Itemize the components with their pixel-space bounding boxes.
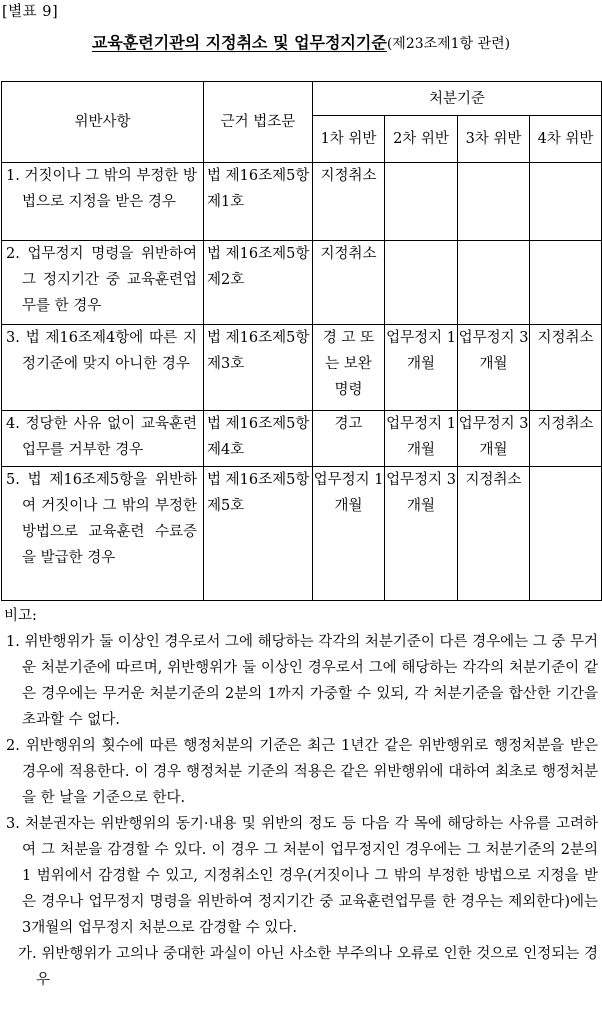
table-row xyxy=(2,467,602,601)
row-first: 경 고 또 는 보완명령 xyxy=(313,325,385,411)
remarks xyxy=(4,603,598,993)
header-violation: 위반사항 xyxy=(2,82,204,163)
remark-note: 2. 위반행위의 횟수에 따른 행정처분의 기준은 최근 1년간 같은 위반행위로 행정처분을 받은 경우에 적용한다. 이 경우 행정처분 기준의 적용은 같은 위반행위에 대하여 최초로 행정처분을 한 날을 기준으로 한다. xyxy=(6,738,598,806)
title-sub: (제23조제1항 관련) xyxy=(386,36,511,52)
row-law: 법 제16조제5항제1호 xyxy=(204,163,313,241)
row-first: 지정취소 xyxy=(313,163,385,241)
header-fourth: 4차 위반 xyxy=(530,116,602,163)
row-law: 법 제16조제5항제4호 xyxy=(204,411,313,467)
row-first: 지정취소 xyxy=(313,241,385,325)
header-criteria: 처분기준 xyxy=(313,82,602,116)
row-third xyxy=(458,163,530,241)
remark-note: 3. 처분권자는 위반행위의 동기·내용 및 위반의 정도 등 다음 각 목에 해당하는 사유를 고려하여 그 처분을 감경할 수 있다. 이 경우 그 처분이 업무정지인 경우에는 그 처분기준의 2분의 1 범위에서 감경할 수 있고, 지정취소인 경우(거짓이나 그 밖의 부정한 방법으로 지정을 받은 경우나 업무정지 명령을 위반하여 정지기간 중 교육훈련업무를 한 경우는 제외한다)에는 3개월의 업무정지 처분으로 감경할 수 있다. xyxy=(6,816,598,936)
criteria-table xyxy=(1,81,602,601)
row-law: 법 제16조제5항제2호 xyxy=(204,241,313,325)
table-row xyxy=(2,241,602,325)
row-violation: 3. 법 제16조제4항에 따른 지정기준에 맞지 아니한 경우 xyxy=(2,325,204,411)
document-title xyxy=(0,30,602,53)
row-fourth xyxy=(530,467,602,601)
row-violation: 5. 법 제16조제5항을 위반하여 거짓이나 그 밖의 부정한 방법으로 교육훈련 수료증을 발급한 경우 xyxy=(2,467,204,601)
row-second xyxy=(385,241,458,325)
row-second xyxy=(385,163,458,241)
row-violation: 2. 업무정지 명령을 위반하여 그 정지기간 중 교육훈련업무를 한 경우 xyxy=(2,241,204,325)
table-row xyxy=(2,163,602,241)
row-violation: 1. 거짓이나 그 밖의 부정한 방법으로 지정을 받은 경우 xyxy=(2,163,204,241)
remarks-heading: 비고: xyxy=(4,608,37,624)
row-fourth: 지정취소 xyxy=(530,411,602,467)
row-third: 업무정지 3개월 xyxy=(458,411,530,467)
table-row xyxy=(2,411,602,467)
row-law: 법 제16조제5항제5호 xyxy=(204,467,313,601)
annex-label: [별표 9] xyxy=(2,4,59,20)
row-violation: 4. 정당한 사유 없이 교육훈련업무를 거부한 경우 xyxy=(2,411,204,467)
row-third xyxy=(458,241,530,325)
row-fourth: 지정취소 xyxy=(530,325,602,411)
row-third: 업무정지 3개월 xyxy=(458,325,530,411)
row-second: 업무정지 1개월 xyxy=(385,325,458,411)
header-second: 2차 위반 xyxy=(385,116,458,163)
title-main: 교육훈련기관의 지정취소 및 업무정지기준 xyxy=(91,33,387,52)
remark-sub-item: 가. 위반행위가 고의나 중대한 과실이 아닌 사소한 부주의나 오류로 인한 것으로 인정되는 경우 xyxy=(18,946,598,988)
header-law: 근거 법조문 xyxy=(204,82,313,163)
row-third: 지정취소 xyxy=(458,467,530,601)
row-first: 업무정지 1개월 xyxy=(313,467,385,601)
row-second: 업무정지 1개월 xyxy=(385,411,458,467)
table-row xyxy=(2,325,602,411)
row-fourth xyxy=(530,163,602,241)
row-law: 법 제16조제5항제3호 xyxy=(204,325,313,411)
remark-note: 1. 위반행위가 둘 이상인 경우로서 그에 해당하는 각각의 처분기준이 다른 경우에는 그 중 무거운 처분기준에 따르며, 위반행위가 둘 이상인 경우로서 그에 해당하는 각각의 처분기준이 같은 경우에는 무거운 처분기준의 2분의 1까지 가중할 수 있되, 각 처분기준을 합산한 기간을 초과할 수 없다. xyxy=(6,634,599,728)
header-first: 1차 위반 xyxy=(313,116,385,163)
header-third: 3차 위반 xyxy=(458,116,530,163)
row-second: 업무정지 3개월 xyxy=(385,467,458,601)
row-first: 경고 xyxy=(313,411,385,467)
row-fourth xyxy=(530,241,602,325)
